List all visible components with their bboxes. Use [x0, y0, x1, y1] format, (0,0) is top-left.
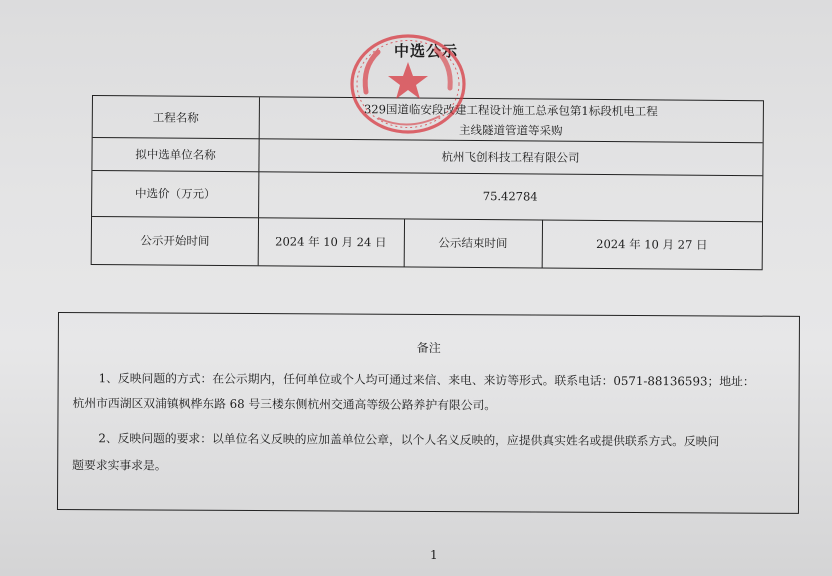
- start-time-value: 2024 年 10 月 24 日: [275, 234, 387, 250]
- winning-unit-value: 杭州飞创科技工程有限公司: [441, 149, 580, 165]
- price-label: 中选价（万元）: [134, 186, 216, 201]
- end-time-value: 2024 年 10 月 27 日: [596, 236, 708, 252]
- table-row-price: [92, 170, 762, 222]
- project-info-table: [91, 95, 764, 270]
- project-name-line1: 329国道临安段改建工程设计施工总承包第1标段机电工程: [363, 101, 658, 118]
- winning-unit-label: 拟中选单位名称: [135, 146, 216, 162]
- notes-box: [57, 312, 800, 514]
- table-row-project-name: [93, 96, 763, 143]
- star-icon: [388, 62, 428, 99]
- project-name-label: 工程名称: [152, 109, 199, 125]
- notes-heading: 备注: [416, 340, 441, 356]
- project-name-line2: 主线隧道管道等采购: [458, 122, 563, 138]
- note-line-3: 2、反映问题的要求：以单位名义反映的应加盖单位公章，以个人名义反映的，应提供真实姓名或提供联系方式。反映问: [98, 431, 720, 449]
- note-line-1: 1、反映问题的方式：在公示期内，任何单位或个人均可通过来信、来电、来访等形式。联系电话：0571-88136593；地址：: [98, 371, 755, 389]
- table-row-publicity-period: [92, 216, 762, 269]
- document-title: 中选公示: [394, 42, 459, 60]
- project-name-value: [259, 97, 763, 142]
- start-time-label: 公示开始时间: [140, 233, 210, 248]
- page-number: 1: [430, 548, 438, 562]
- note-line-4: 题要求实事求是。: [72, 458, 167, 473]
- price-value: 75.42784: [482, 189, 538, 204]
- note-line-2: 杭州市西湖区双浦镇枫桦东路 68 号三楼东侧杭州交通高等级公路养护有限公司。: [72, 396, 497, 413]
- end-time-label: 公示结束时间: [438, 235, 508, 251]
